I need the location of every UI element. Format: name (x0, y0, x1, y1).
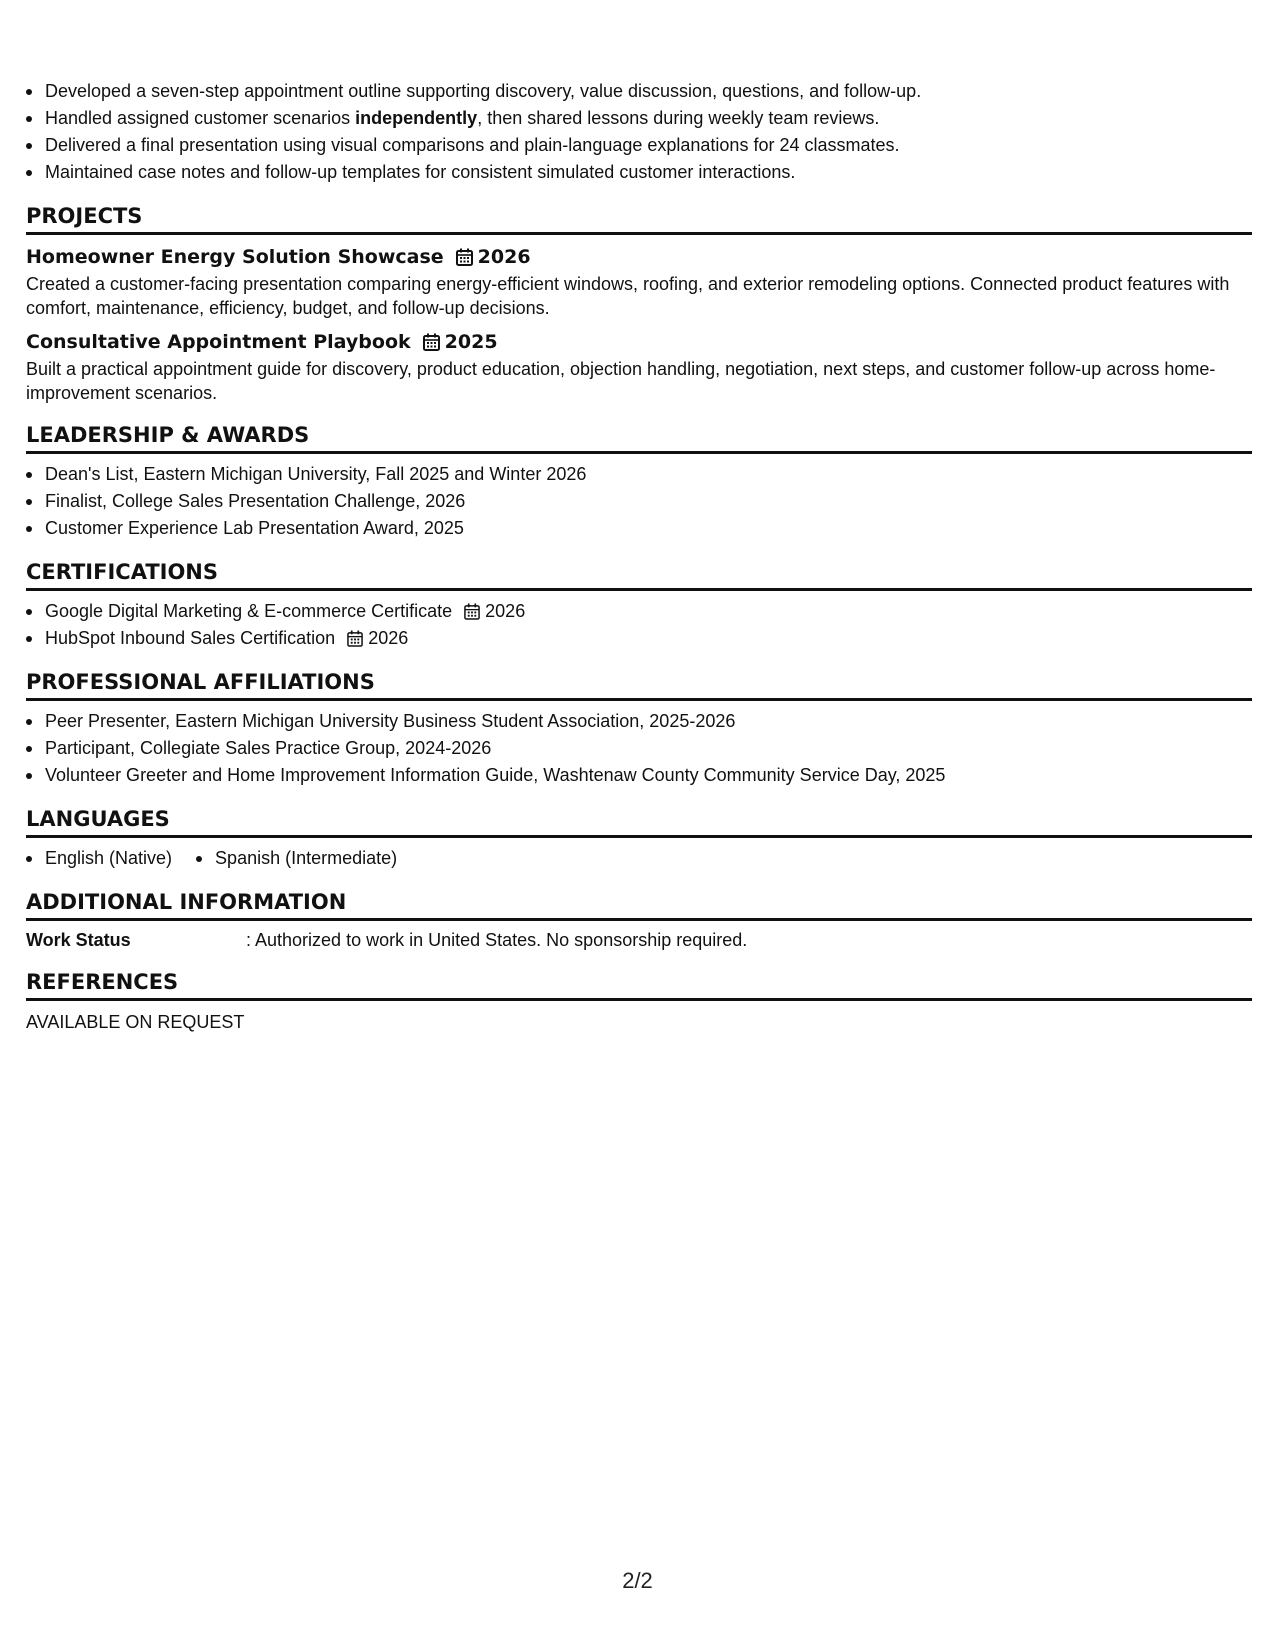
list-item: Participant, Collegiate Sales Practice Group, 2024-2026 (26, 735, 1252, 762)
section-title-references: REFERENCES (26, 969, 1252, 1001)
project-description: Built a practical appointment guide for discovery, product education, objection handling, negotiation, next steps, and customer follow-up across home-improvement scenarios. (26, 359, 1216, 403)
section-title-affiliations: PROFESSIONAL AFFILIATIONS (26, 669, 1252, 701)
work-status-row (26, 928, 1252, 952)
list-item: Customer Experience Lab Presentation Award, 2025 (26, 515, 1252, 542)
project-entry (26, 328, 1252, 405)
certification-year: 2026 (485, 601, 526, 621)
project-entry (26, 243, 1252, 320)
section-title-leadership: LEADERSHIP & AWARDS (26, 422, 1252, 454)
list-item: Peer Presenter, Eastern Michigan University Business Student Association, 2025-2026 (26, 708, 1252, 735)
project-header (26, 243, 1252, 271)
languages-list (26, 845, 1252, 872)
project-description: Created a customer-facing presentation comparing energy-efficient windows, roofing, and exterior remodeling options. Connected product features with comfort, maintenance, efficiency, budget, and follow-up decisions. (26, 274, 1230, 318)
certification-name: Google Digital Marketing & E-commerce Certificate (45, 601, 453, 621)
list-item (26, 105, 1252, 132)
calendar-icon (423, 333, 440, 351)
bold-emphasis: independently (355, 108, 478, 128)
project-year: 2025 (444, 331, 498, 353)
calendar-icon (464, 603, 480, 620)
list-item: Dean's List, Eastern Michigan University, Fall 2025 and Winter 2026 (26, 461, 1252, 488)
bullet-text: Maintained case notes and follow-up templates for consistent simulated customer interactions. (45, 162, 796, 182)
certification-year: 2026 (368, 628, 409, 648)
list-item (26, 132, 1252, 159)
affiliations-list (26, 708, 1252, 789)
project-year: 2026 (477, 246, 531, 268)
bullet-text: Delivered a final presentation using visual comparisons and plain-language explanations for 24 classmates. (45, 135, 900, 155)
list-item: Finalist, College Sales Presentation Challenge, 2026 (26, 488, 1252, 515)
list-item (26, 78, 1252, 105)
calendar-icon (456, 248, 473, 266)
project-header (26, 328, 1252, 356)
references-text: AVAILABLE ON REQUEST (26, 1012, 245, 1032)
list-item: English (Native) (26, 845, 172, 872)
certifications-list (26, 598, 1252, 652)
experience-bullet-list (26, 78, 1252, 186)
certification-name: HubSpot Inbound Sales Certification (45, 628, 336, 648)
list-item (26, 159, 1252, 186)
certification-entry (45, 598, 1252, 625)
list-item: Volunteer Greeter and Home Improvement Information Guide, Washtenaw County Community Service Day, 2025 (26, 762, 1252, 789)
project-name: Consultative Appointment Playbook (26, 331, 411, 353)
work-status-label: Work Status (26, 930, 131, 950)
list-item (26, 598, 1252, 625)
list-item: Spanish (Intermediate) (196, 845, 397, 872)
bullet-text: Handled assigned customer scenarios (45, 108, 356, 128)
section-title-projects: PROJECTS (26, 203, 1252, 235)
page-number: 2/2 (622, 1568, 653, 1593)
list-item (26, 625, 1252, 652)
bullet-text: Developed a seven-step appointment outline supporting discovery, value discussion, questions, and follow-up. (45, 81, 922, 101)
work-status-value: : Authorized to work in United States. No sponsorship required. (246, 930, 748, 950)
project-name: Homeowner Energy Solution Showcase (26, 246, 444, 268)
section-title-languages: LANGUAGES (26, 806, 1252, 838)
certification-entry (45, 625, 1252, 652)
leadership-list (26, 461, 1252, 542)
resume-page-2 (26, 78, 1252, 1034)
section-title-additional-information: ADDITIONAL INFORMATION (26, 889, 1252, 921)
section-title-certifications: CERTIFICATIONS (26, 559, 1252, 591)
calendar-icon (347, 630, 363, 647)
bullet-text: , then shared lessons during weekly team reviews. (477, 108, 880, 128)
